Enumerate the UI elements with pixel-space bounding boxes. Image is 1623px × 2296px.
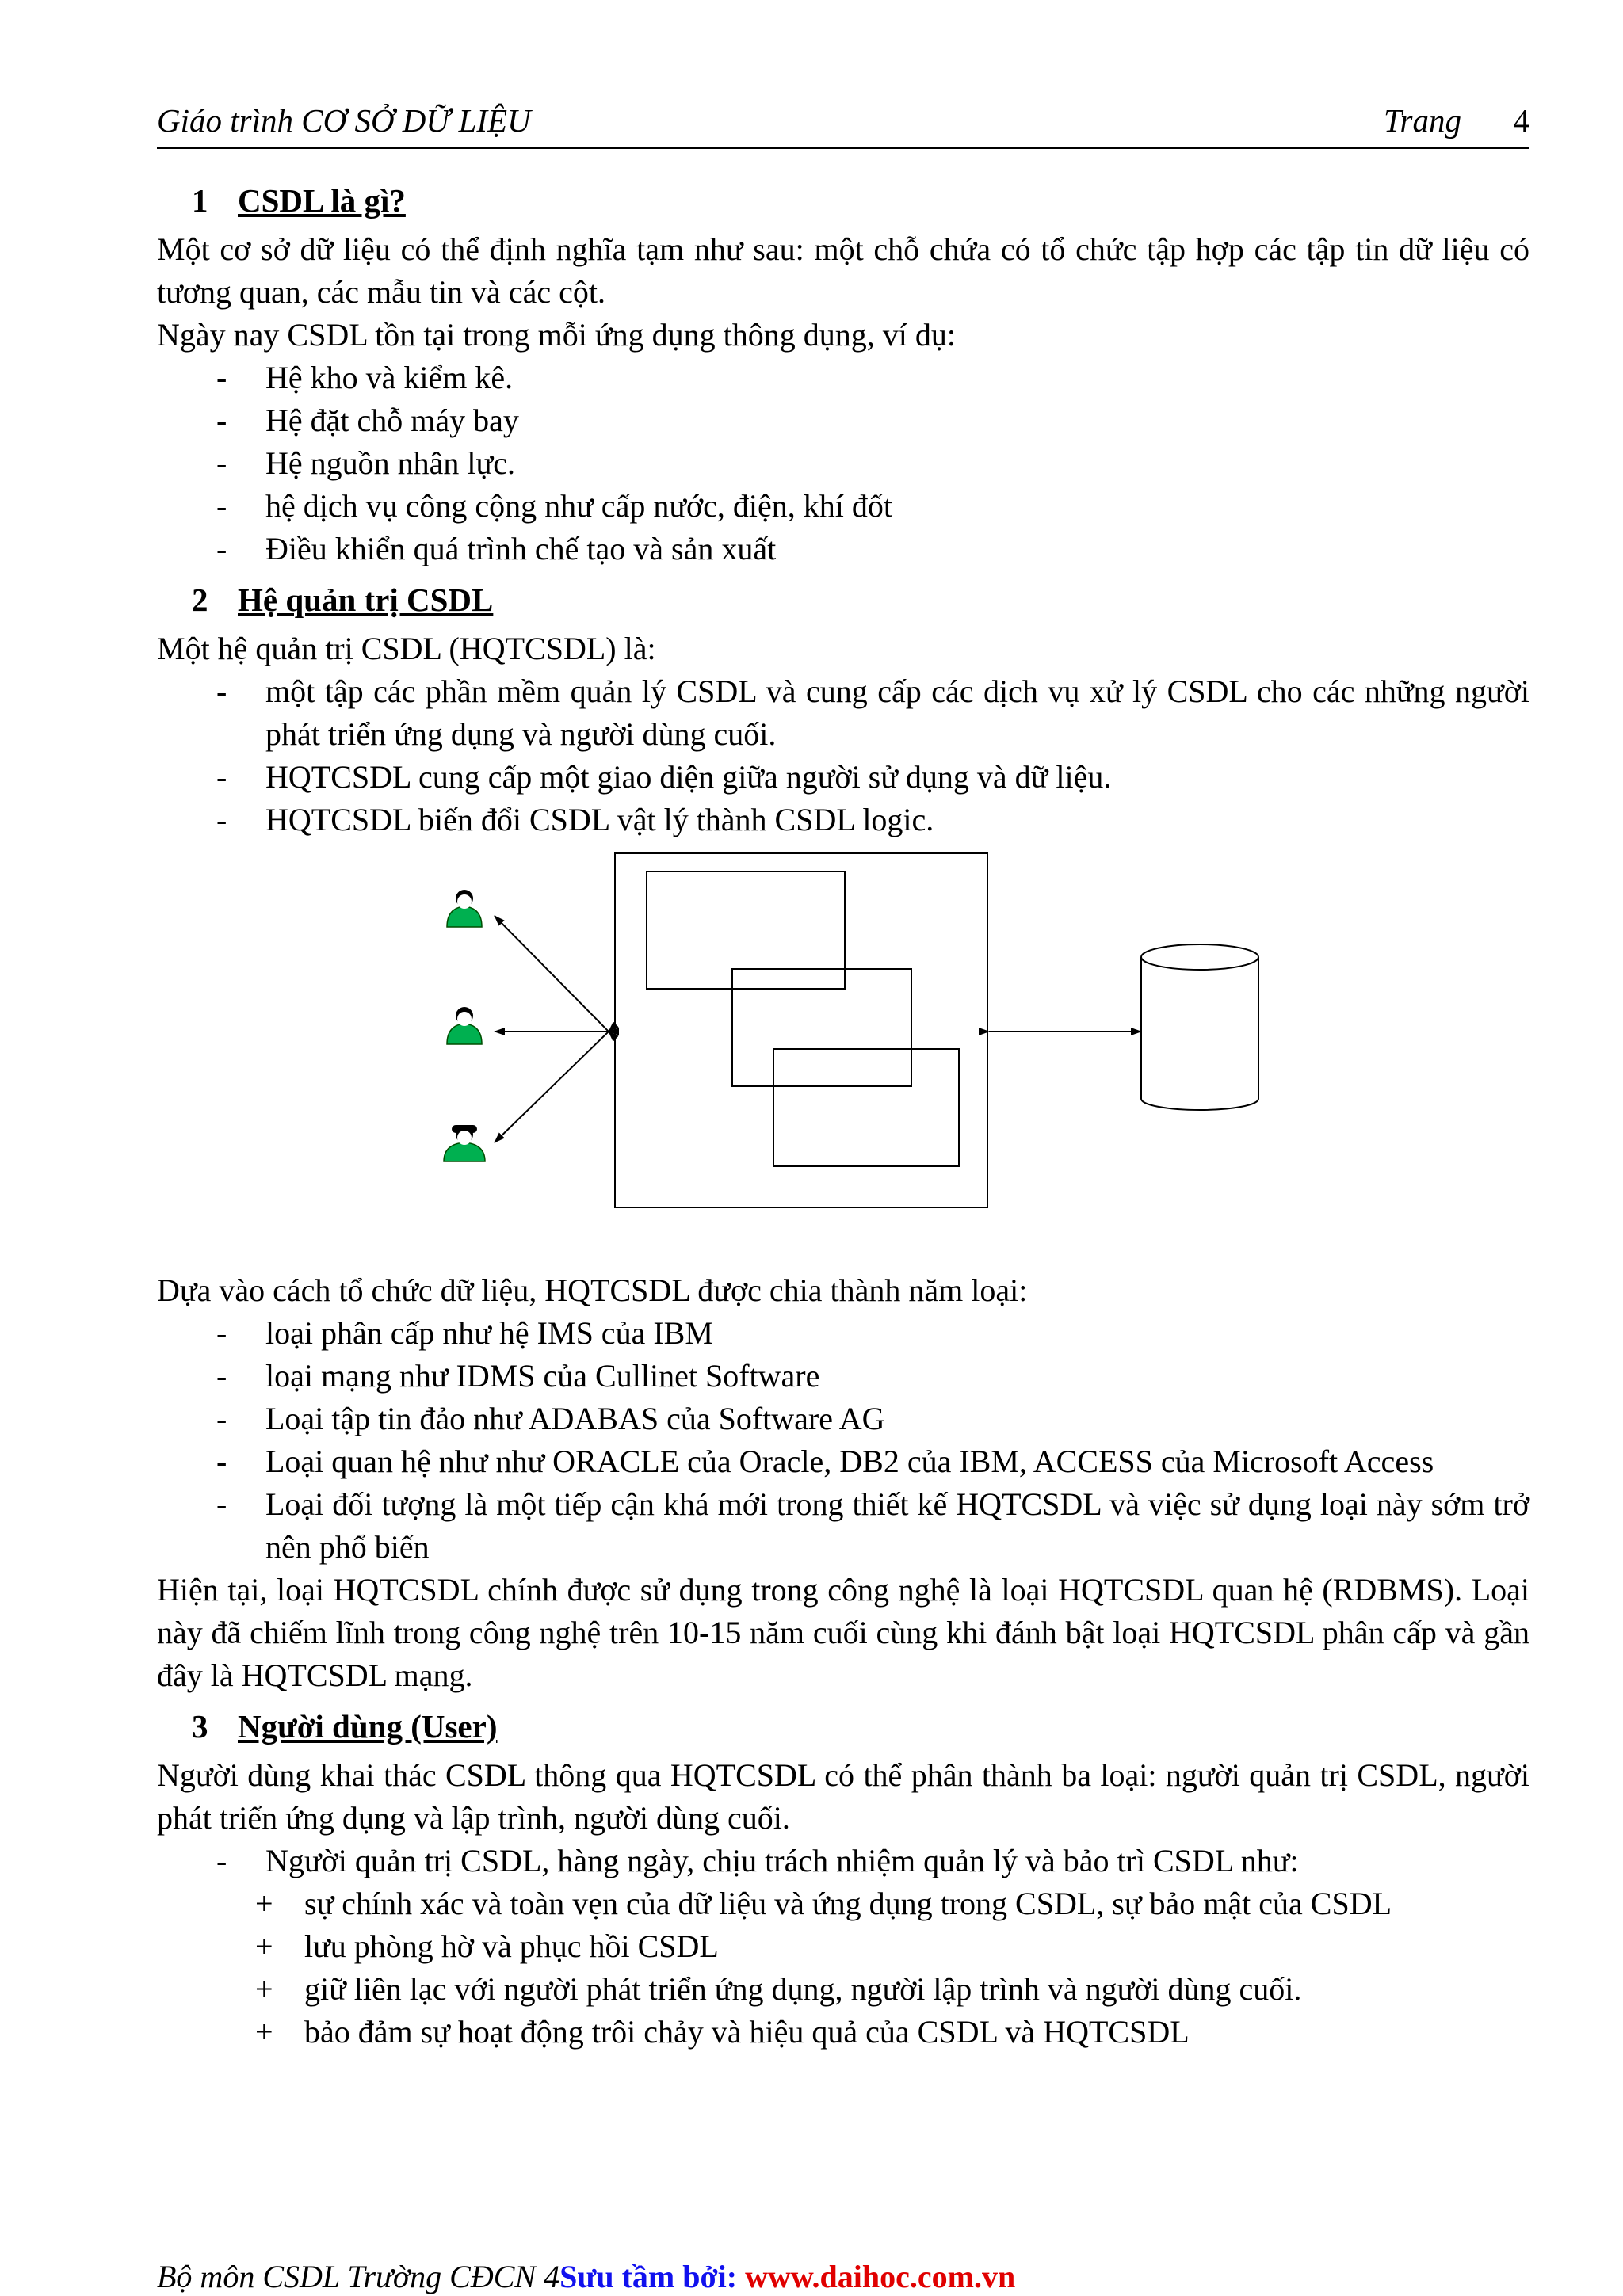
software-box-2 — [732, 969, 911, 1086]
section2-number: 2 — [192, 582, 208, 618]
list-item: - hệ dịch vụ công cộng như cấp nước, điện, khí đốt — [216, 488, 892, 524]
section3-heading — [157, 1705, 1529, 1748]
list-item: - Loại đối tượng là một tiếp cận khá mới trong thiết kế HQTCSDL và việc sử dụng loại này sớm trở nên phổ biến — [216, 1486, 1529, 1565]
list-item: - loại phân cấp như hệ IMS của IBM — [216, 1315, 713, 1351]
content-bottom — [157, 1269, 1529, 2054]
list-item: - loại mạng như IDMS của Cullinet Software — [216, 1358, 820, 1394]
content-top — [157, 179, 1529, 841]
user-icon — [447, 1007, 482, 1044]
footer-dept: Bộ môn CSDL Trường CĐCN 4 — [157, 2259, 560, 2294]
list-item: - Hệ đặt chỗ máy bay — [216, 402, 519, 438]
user-icon — [447, 890, 482, 927]
header-page-label: Trang — [1384, 102, 1461, 139]
section2-heading — [157, 578, 1529, 621]
section2-title: Hệ quản trị CSDL — [238, 582, 494, 618]
arrow-user3 — [495, 1032, 609, 1142]
list-item: - Loại tập tin đảo như ADABAS của Software AG — [216, 1401, 885, 1436]
page-footer — [157, 2258, 1015, 2295]
section2-intro: Một hệ quản trị CSDL (HQTCSDL) là: — [157, 631, 656, 666]
list-item: - Loại quan hệ như như ORACLE của Oracle, DB2 của IBM, ACCESS của Microsoft Access — [216, 1444, 1434, 1479]
database-icon — [1141, 944, 1258, 1110]
dbms-diagram-svg — [428, 848, 1284, 1212]
section1-title: CSDL là gì? — [238, 182, 406, 219]
page-header — [157, 101, 1529, 144]
section1-para2: Ngày nay CSDL tồn tại trong mỗi ứng dụng thông dụng, ví dụ: — [157, 317, 956, 353]
sub-list-item: + lưu phòng hờ và phục hồi CSDL — [255, 1928, 719, 1964]
section3-title: Người dùng (User) — [238, 1708, 498, 1745]
list-item: - Điều khiển quá trình chế tạo và sản xuất — [216, 531, 777, 566]
section3-number: 3 — [192, 1708, 208, 1745]
dbms-diagram — [428, 848, 1284, 1212]
footer-collected-by: Sưu tầm bởi: — [559, 2259, 746, 2294]
software-box-1 — [647, 871, 845, 989]
sub-list-item: + giữ liên lạc với người phát triển ứng dụng, người lập trình và người dùng cuối. — [255, 1971, 1302, 2007]
footer-site-link[interactable]: www.daihoc.com.vn — [745, 2259, 1016, 2294]
section2-conclusion: Hiện tại, loại HQTCSDL chính được sử dụng trong công nghệ là loại HQTCSDL quan hệ (RDBMS). Loại này đã chiếm lĩnh trong công nghệ trên 10-15 năm cuối cùng khi đánh bật loại HQTCSDL phân cấp và gần đây là HQTCSDL mạng. — [157, 1572, 1529, 1693]
list-item: - Người quản trị CSDL, hàng ngày, chịu trách nhiệm quản lý và bảo trì CSDL như: — [216, 1843, 1299, 1878]
list-item: - một tập các phần mềm quản lý CSDL và cung cấp các dịch vụ xử lý CSDL cho các những người phát triển ứng dụng và người dùng cuối. — [216, 673, 1529, 752]
dbms-box — [615, 853, 987, 1207]
list-item: - Hệ kho và kiểm kê. — [216, 360, 514, 395]
section1-heading — [157, 179, 1529, 222]
list-item: - HQTCSDL biến đổi CSDL vật lý thành CSDL logic. — [216, 802, 934, 837]
sub-list-item: + sự chính xác và toàn vẹn của dữ liệu và ứng dụng trong CSDL, sự bảo mật của CSDL — [255, 1886, 1392, 1921]
sub-list-item: + bảo đảm sự hoạt động trôi chảy và hiệu quả của CSDL và HQTCSDL — [255, 2014, 1190, 2050]
header-rule — [157, 147, 1529, 149]
software-box-3 — [773, 1049, 959, 1166]
section2-after-diagram: Dựa vào cách tổ chức dữ liệu, HQTCSDL được chia thành năm loại: — [157, 1272, 1028, 1308]
header-page-number: 4 — [1513, 102, 1529, 139]
section1-para1: Một cơ sở dữ liệu có thể định nghĩa tạm như sau: một chỗ chứa có tổ chức tập hợp các tập tin dữ liệu có tương quan, các mẫu tin và các cột. — [157, 231, 1529, 310]
header-title: Giáo trình CƠ SỞ DỮ LIỆU — [157, 102, 531, 139]
user-icon — [444, 1125, 485, 1161]
arrow-user1 — [495, 916, 609, 1032]
section1-number: 1 — [192, 182, 208, 219]
list-item: - HQTCSDL cung cấp một giao diện giữa người sử dụng và dữ liệu. — [216, 759, 1112, 795]
section3-intro: Người dùng khai thác CSDL thông qua HQTCSDL có thể phân thành ba loại: người quản trị CSDL, người phát triển ứng dụng và lập trình, người dùng cuối. — [157, 1757, 1529, 1836]
list-item: - Hệ nguồn nhân lực. — [216, 445, 515, 481]
